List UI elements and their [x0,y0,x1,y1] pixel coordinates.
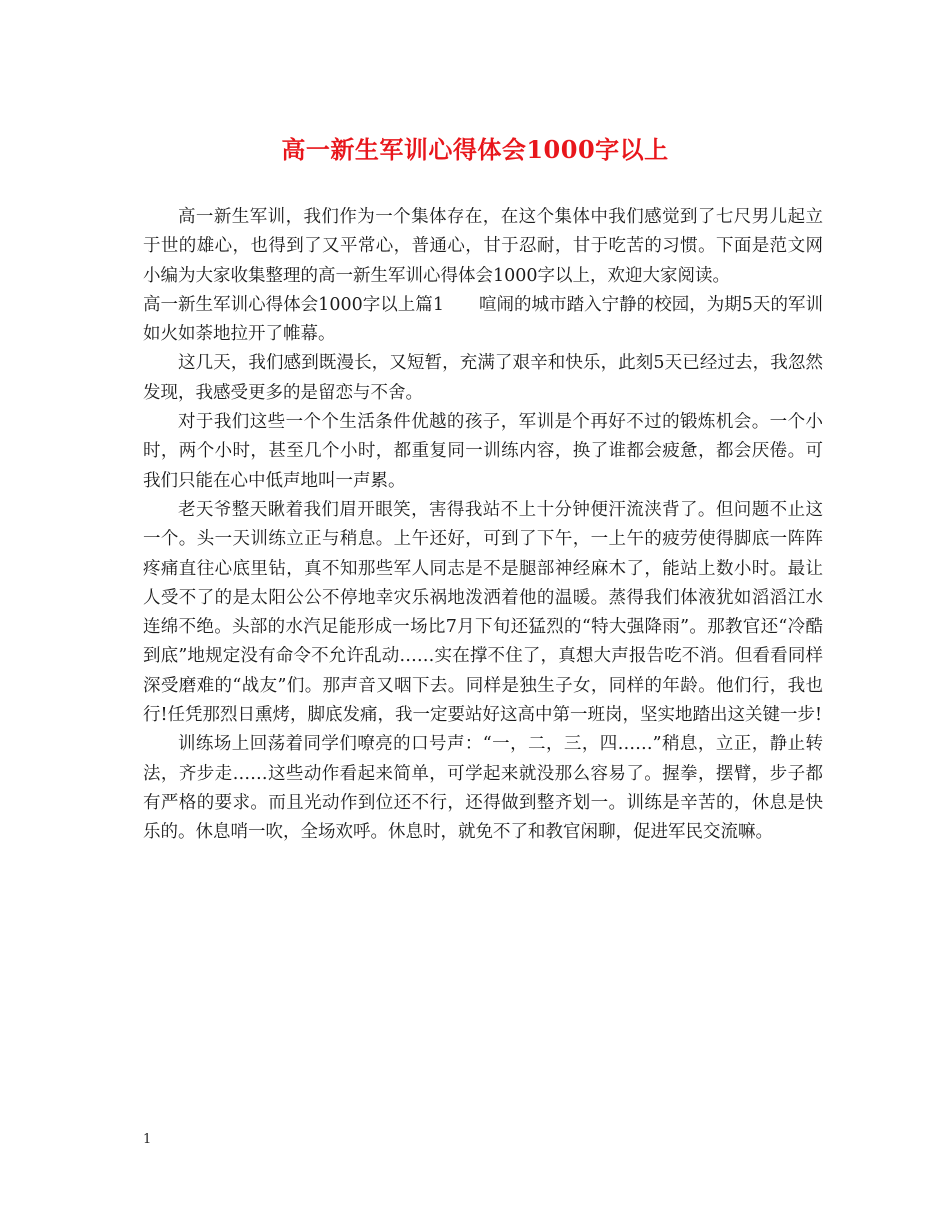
document-title: 高一新生军训心得体会1000字以上 [281,135,669,164]
paragraph: 这几天，我们感到既漫长，又短暂，充满了艰辛和快乐，此刻5天已经过去，我忽然发现，我感受更多的是留恋与不舍。 [143,353,823,403]
paragraph-intro: 高一新生军训，我们作为一个集体存在，在这个集体中我们感觉到了七尺男儿起立于世的雄心，也得到了又平常心，普通心，甘于忍耐，甘于吃苦的习惯。下面是范文网小编为大家收集整理的高一新生军训心得体会1000字以上，欢迎大家阅读。 [143,207,823,286]
page-number: 1 [143,1132,152,1147]
paragraph-section-heading: 高一新生军训心得体会1000字以上篇1 喧闹的城市踏入宁静的校园，为期5天的军训如火如荼地拉开了帷幕。 [143,294,823,345]
paragraph: 对于我们这些一个个生活条件优越的孩子，军训是个再好不过的锻炼机会。一个小时，两个小时，甚至几个小时，都重复同一训练内容，换了谁都会疲惫，都会厌倦。可我们只能在心中低声地叫一声累。 [143,412,823,491]
paragraph: 老天爷整天瞅着我们眉开眼笑，害得我站不上十分钟便汗流浃背了。但问题不止这一个。头一天训练立正与稍息。上午还好，可到了下午，一上午的疲劳使得脚底一阵阵疼痛直往心底里钻，真不知那些军人同志是不是腿部神经麻木了，能站上数小时。最让人受不了的是太阳公公不停地幸灾乐祸地泼洒着他的温暖。蒸得我们体液犹如滔滔江水连绵不绝。头部的水汽足能形成一场比7月下旬还猛烈的“特大强降雨”。那教官还“冷酷到底”地规定没有命令不允许乱动……实在撑不住了，真想大声报告吃不消。但看看同样深受磨难的“战友”们。那声音又咽下去。同样是独生子女，同样的年龄。他们行，我也行!任凭那烈日熏烤，脚底发痛，我一定要站好这高中第一班岗，坚实地踏出这关键一步! [143,499,823,726]
document-body [143,203,823,848]
paragraph: 训练场上回荡着同学们嘹亮的口号声：“一，二，三，四……”稍息，立正，静止转法，齐步走……这些动作看起来简单，可学起来就没那么容易了。握拳，摆臂，步子都有严格的要求。而且光动作到位还不行，还得做到整齐划一。训练是辛苦的，休息是快乐的。休息哨一吹，全场欢呼。休息时，就免不了和教官闲聊，促进军民交流嘛。 [143,734,823,843]
